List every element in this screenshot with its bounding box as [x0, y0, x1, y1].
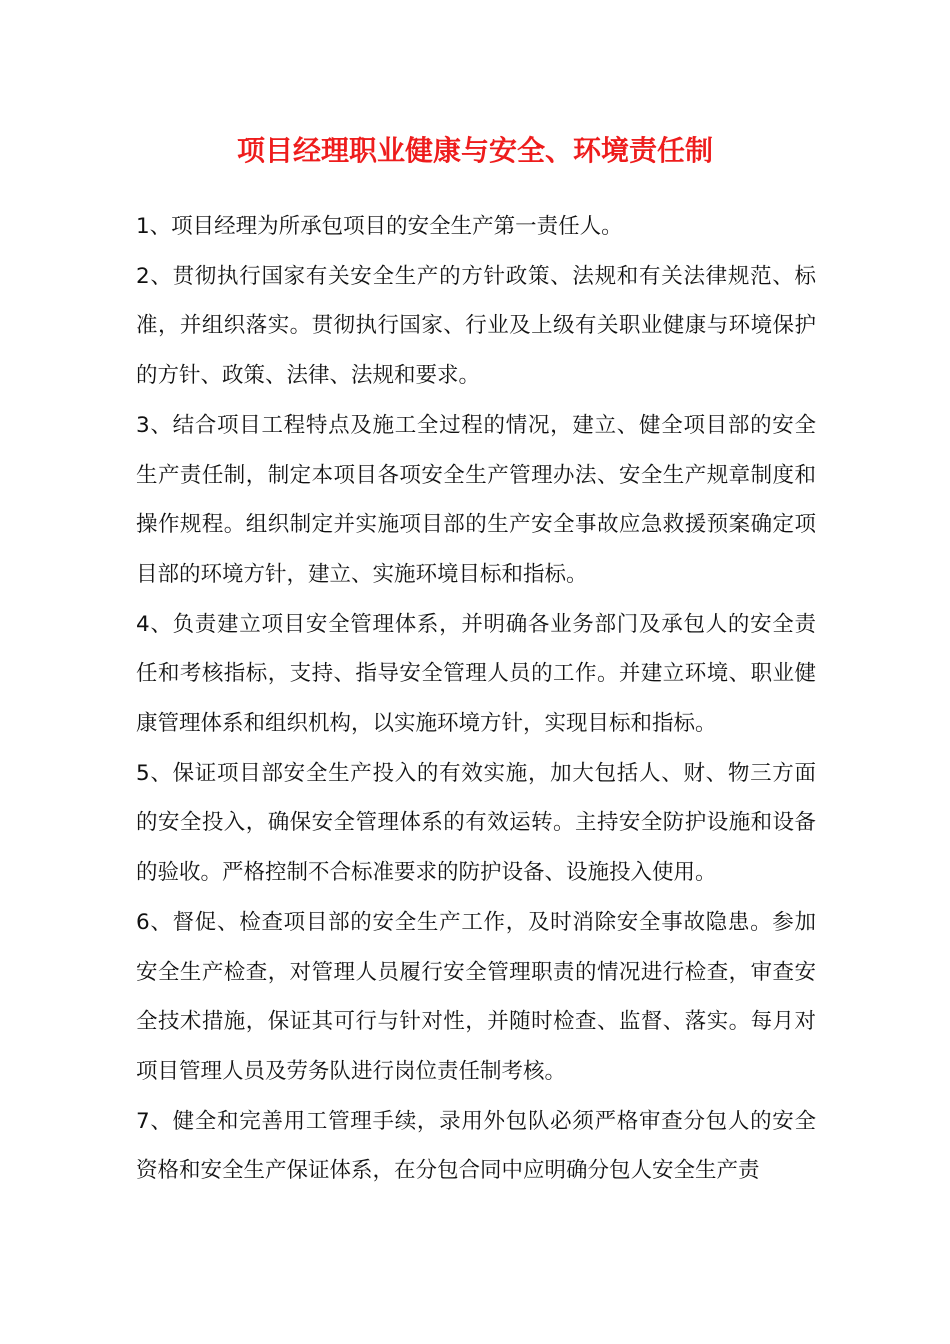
- paragraph-5: 5、保证项目部安全生产投入的有效实施，加大包括人、财、物三方面的安全投入，确保安全管理体系的有效运转。主持安全防护设施和设备的验收。严格控制不合标准要求的防护设备、设施投入使用。: [136, 760, 816, 886]
- paragraph-4: 4、负责建立项目安全管理体系，并明确各业务部门及承包人的安全责任和考核指标，支持、指导安全管理人员的工作。并建立环境、职业健康管理体系和组织机构，以实施环境方针，实现目标和指标。: [136, 611, 816, 737]
- paragraph-2: 2、贯彻执行国家有关安全生产的方针政策、法规和有关法律规范、标准，并组织落实。贯彻执行国家、行业及上级有关职业健康与环境保护的方针、政策、法律、法规和要求。: [136, 263, 816, 389]
- document-body: [136, 202, 816, 1196]
- paragraph-6: 6、督促、检查项目部的安全生产工作，及时消除安全事故隐患。参加安全生产检查，对管理人员履行安全管理职责的情况进行检查，审查安全技术措施，保证其可行与针对性，并随时检查、监督、落实。每月对项目管理人员及劳务队进行岗位责任制考核。: [136, 909, 816, 1084]
- paragraph-7: 7、健全和完善用工管理手续，录用外包队必须严格审查分包人的安全资格和安全生产保证体系，在分包合同中应明确分包人安全生产责: [136, 1108, 816, 1184]
- document-title: 项目经理职业健康与安全、环境责任制: [236, 134, 713, 167]
- paragraph-3: 3、结合项目工程特点及施工全过程的情况，建立、健全项目部的安全生产责任制，制定本项目各项安全生产管理办法、安全生产规章制度和操作规程。组织制定并实施项目部的生产安全事故应急救援预案确定项目部的环境方针，建立、实施环境目标和指标。: [136, 412, 816, 587]
- paragraph-1: 1、项目经理为所承包项目的安全生产第一责任人。: [136, 214, 623, 239]
